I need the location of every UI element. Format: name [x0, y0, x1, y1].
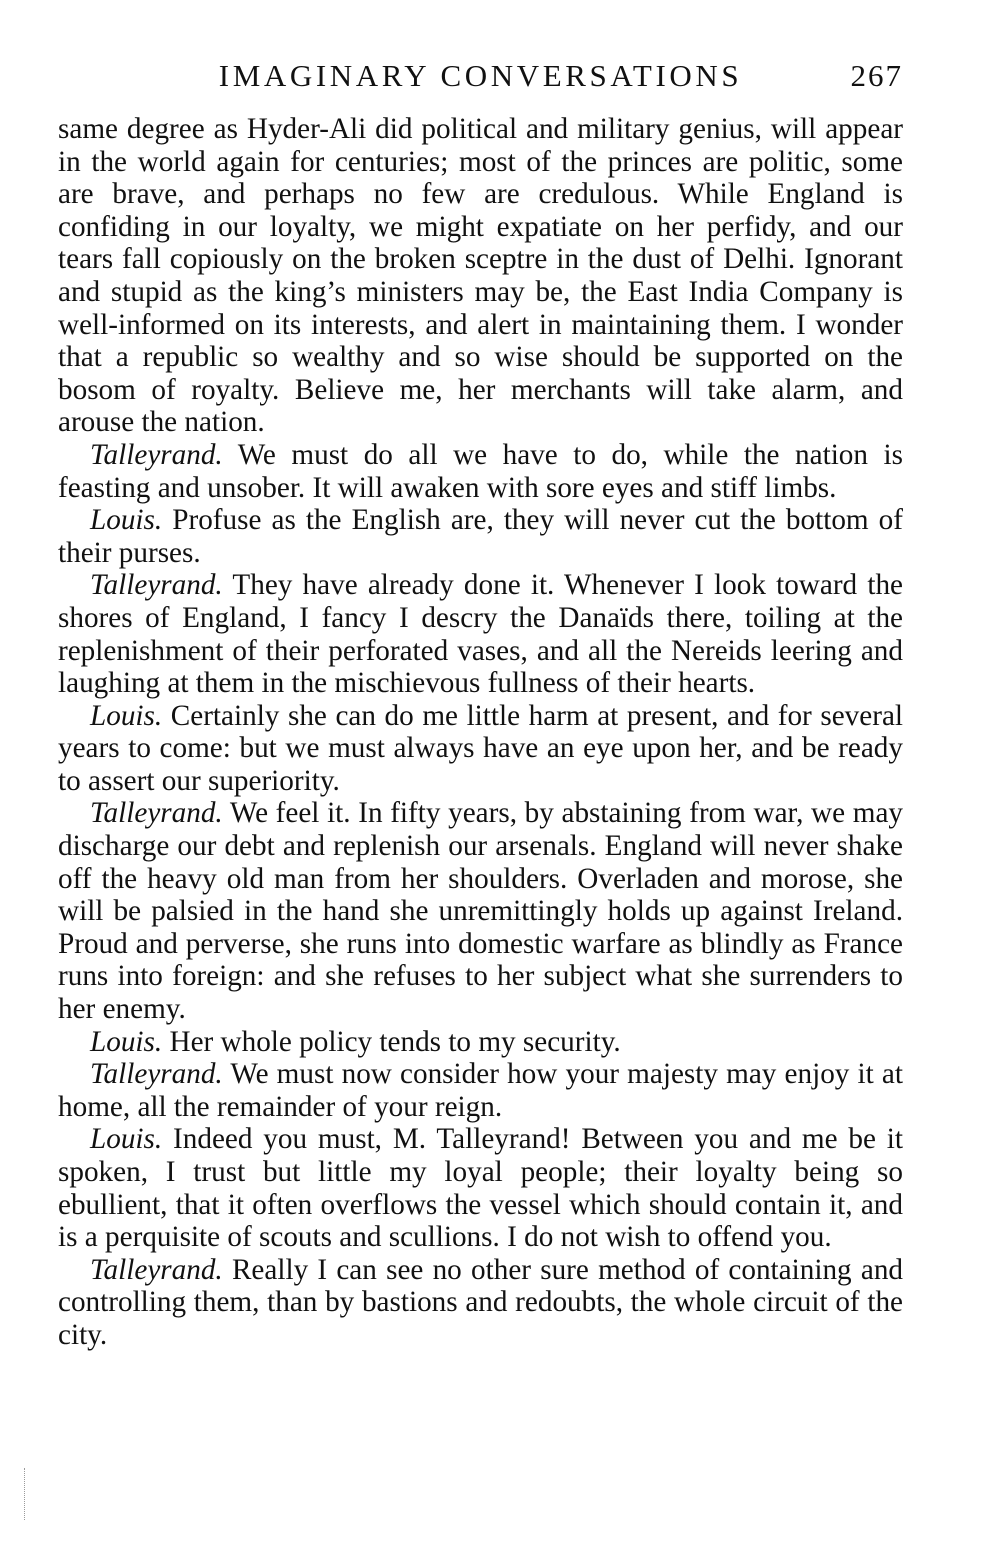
dialogue-paragraph: [58, 569, 903, 699]
speaker-name: Talleyrand.: [90, 1253, 223, 1286]
dialogue-paragraph: [58, 439, 903, 504]
speech-text: Really I can see no other sure method of containing and controlling them, than by bastions and redoubts, the whole circuit of the city.: [58, 1253, 904, 1351]
dialogue-paragraph: [58, 1254, 903, 1352]
margin-scan-mark: [24, 1468, 25, 1520]
speech-text: Indeed you must, M. Talleyrand! Between you and me be it spoken, I trust but little my loyal people; their loyalty being so ebullient, that it often overflows the vessel which should contain it, and is a perquisite of scouts and scullions. I do not wish to offend you.: [58, 1123, 903, 1254]
running-head: [58, 54, 903, 98]
speaker-name: Talleyrand.: [90, 438, 223, 471]
dialogue-paragraph: [58, 504, 903, 569]
dialogue-paragraph: [58, 700, 903, 798]
speech-text: We must do all we have to do, while the nation is feasting and unsober. It will awaken with sore eyes and stiff limbs.: [58, 438, 903, 504]
running-title: IMAGINARY CONVERSATIONS: [218, 58, 743, 93]
opening-paragraph: same degree as Hyder-Ali did political and military genius, will appear in the world again for centuries; most of the princes are politic, some are brave, and perhaps no few are credulous. While England is confiding in our loyalty, we might expatiate on her perfidy, and our tears fall copiously on the broken sceptre in the dust of Delhi. Ignorant and stupid as the king’s ministers may be, the East India Company is well-informed on its interests, and alert in maintaining them. I wonder that a republic so wealthy and so wise should be supported on the bosom of royalty. Believe me, her merchants will take alarm, and arouse the nation.: [58, 113, 903, 439]
dialogue-paragraph: [58, 1026, 903, 1059]
speech-text: Her whole policy tends to my security.: [169, 1025, 621, 1058]
speech-text: They have already done it. Whenever I look toward the shores of England, I fancy I descry the Danaïds there, toiling at the replenishment of their perforated vases, and all the Nereids leering and laughing at them in the mischievous fullness of their hearts.: [58, 569, 903, 700]
speaker-name: Louis.: [90, 504, 163, 537]
speech-text: We feel it. In fifty years, by abstaining from war, we may discharge our debt and replenish our arsenals. England will never shake off the heavy old man from her shoulders. Overladen and morose, she will be palsied in the hand she unremittingly holds up against Ireland. Proud and perverse, she runs into domestic warfare as blindly as France runs into foreign: and she refuses to her subject what she surrenders to her enemy.: [58, 797, 903, 1026]
speech-text: Profuse as the English are, they will never cut the bottom of their purses.: [58, 504, 903, 569]
speaker-name: Louis.: [90, 1025, 163, 1058]
body-text: [58, 113, 903, 1352]
speech-text: We must now consider how your majesty may enjoy it at home, all the remainder of your reign.: [58, 1058, 903, 1123]
speech-text: Certainly she can do me little harm at present, and for several years to come: but we must always have an eye upon her, and be ready to assert our superiority.: [58, 699, 904, 797]
speaker-name: Louis.: [90, 1123, 163, 1156]
speaker-name: Louis.: [90, 699, 163, 732]
dialogue-paragraph: [58, 1123, 903, 1253]
page-number: 267: [850, 58, 903, 93]
speaker-name: Talleyrand.: [90, 1058, 223, 1091]
speaker-name: Talleyrand.: [90, 797, 223, 830]
speaker-name: Talleyrand.: [90, 569, 223, 602]
dialogue-paragraph: [58, 1058, 903, 1123]
dialogue-paragraph: [58, 797, 903, 1025]
